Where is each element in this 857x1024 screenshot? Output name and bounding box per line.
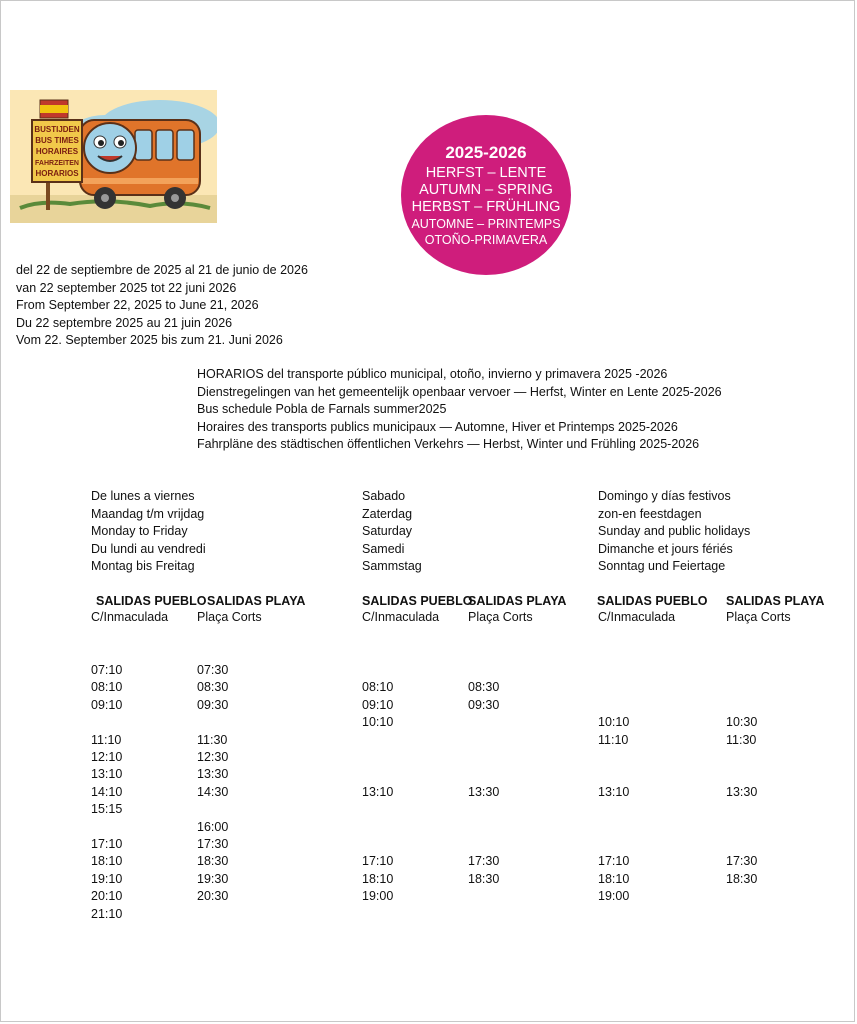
departure-time: 14:30: [197, 784, 229, 799]
departure-time: 09:30: [197, 697, 229, 712]
season-line: HERBST – FRÜHLING: [411, 199, 561, 215]
day-group-line: Maandag t/m vrijdag: [91, 506, 205, 521]
sign-line: HORAIRES: [35, 147, 79, 156]
departure-time: 07:10: [91, 663, 123, 677]
day-group-line: Du lundi au vendredi: [91, 541, 206, 556]
day-group-line: Sonntag und Feiertage: [598, 559, 726, 573]
departure-time: 19:10: [91, 871, 123, 886]
departure-time: 13:30: [468, 784, 500, 799]
departure-time: 17:30: [726, 854, 758, 869]
departure-time: 18:10: [91, 854, 123, 869]
departure-time: 10:10: [598, 715, 630, 730]
date-range-line: Du 22 septembre 2025 au 21 juin 2026: [16, 315, 233, 330]
season-line: OTOÑO-PRIMAVERA: [424, 233, 548, 247]
departure-time: 19:00: [598, 889, 630, 904]
departure-time: 07:30: [197, 663, 229, 677]
sign-line: BUS TIMES: [35, 136, 79, 145]
date-range-line: van 22 september 2025 tot 22 juni 2026: [16, 280, 237, 295]
day-group-line: Monday to Friday: [91, 524, 188, 538]
departure-time: 09:10: [362, 697, 394, 712]
departure-time: 08:10: [362, 680, 394, 695]
sunday-label: [598, 488, 750, 576]
departure-time: 19:30: [197, 871, 229, 886]
schedule-titles: [197, 366, 722, 454]
departure-time: 18:30: [468, 871, 500, 886]
day-group-line: Montag bis Freitag: [91, 559, 195, 573]
stop-name-pueblo: C/Inmaculada: [598, 610, 676, 624]
schedule-title-line: Bus schedule Pobla de Farnals summer2025: [197, 402, 447, 416]
departure-time: 13:10: [598, 784, 630, 799]
season-line: AUTUMN – SPRING: [419, 182, 553, 198]
departure-time: 09:30: [468, 697, 500, 712]
day-group-line: De lunes a viernes: [91, 489, 195, 503]
day-group-line: Sammstag: [362, 559, 422, 573]
bus-illustration: [10, 90, 217, 223]
day-group-line: Saturday: [362, 524, 413, 538]
column-header-playa: SALIDAS PLAYA: [207, 594, 306, 608]
schedule-title-line: Fahrpläne des städtischen öffentlichen Verkehrs — Herbst, Winter und Frühling 2025-2026: [197, 437, 700, 451]
departure-time: 13:10: [362, 784, 394, 799]
departure-time: 17:30: [468, 854, 500, 869]
departure-time: 13:10: [91, 767, 123, 782]
departure-time: 17:10: [362, 854, 394, 869]
column-header-pueblo: SALIDAS PUEBLO: [96, 594, 207, 608]
day-group-line: zon-en feestdagen: [598, 506, 702, 521]
season-year: 2025-2026: [445, 143, 527, 162]
stop-name-pueblo: C/Inmaculada: [362, 610, 440, 624]
stop-name-pueblo: C/Inmaculada: [91, 610, 169, 624]
day-group-line: Sunday and public holidays: [598, 524, 751, 538]
departure-time: 10:30: [726, 715, 758, 730]
departure-time: 12:30: [197, 750, 229, 764]
departure-time: 12:10: [91, 750, 123, 764]
sign-line: BUSTIJDEN: [34, 125, 80, 134]
departure-time: 08:30: [197, 680, 229, 695]
departure-time: 13:30: [726, 784, 758, 799]
departure-time: 18:30: [726, 871, 758, 886]
departure-time: 11:10: [91, 732, 122, 747]
departure-time: 17:10: [91, 837, 123, 851]
departure-time: 21:10: [91, 906, 123, 921]
date-ranges: [16, 262, 308, 350]
departure-time: 18:30: [197, 854, 229, 869]
schedule-title-line: Horaires des transports publics municipaux — Automne, Hiver et Printemps 2025-2026: [197, 419, 678, 434]
departure-time: 08:10: [91, 680, 123, 695]
day-group-line: Sabado: [362, 489, 406, 503]
column-header-playa: SALIDAS PLAYA: [726, 594, 825, 608]
departure-time: 09:10: [91, 697, 123, 712]
departure-time: 11:30: [197, 732, 228, 747]
stop-name-playa: Plaça Corts: [468, 610, 533, 624]
date-range-line: Vom 22. September 2025 bis zum 21. Juni 2026: [16, 333, 283, 347]
date-range-line: del 22 de septiembre de 2025 al 21 de junio de 2026: [16, 263, 308, 277]
season-line: AUTOMNE – PRINTEMPS: [411, 217, 561, 231]
departure-time: 14:10: [91, 784, 123, 799]
departure-time: 20:30: [197, 889, 229, 904]
bus-logo-image: [10, 90, 217, 223]
day-group-line: Zaterdag: [362, 506, 413, 521]
season-badge: [401, 115, 571, 275]
sign-line: HORARIOS: [35, 169, 79, 178]
day-group-line: Dimanche et jours fériés: [598, 541, 733, 556]
day-group-line: Domingo y días festivos: [598, 489, 731, 503]
departure-time: 19:00: [362, 889, 394, 904]
departure-time: 13:30: [197, 767, 229, 782]
stop-name-playa: Plaça Corts: [197, 610, 262, 624]
schedule-title-line: HORARIOS del transporte público municipal, otoño, invierno y primavera 2025 -2026: [197, 367, 668, 381]
departure-time: 11:10: [598, 732, 629, 747]
departure-time: 18:10: [598, 871, 630, 886]
schedule-title-line: Dienstregelingen van het gemeentelijk openbaar vervoer — Herfst, Winter en Lente 2025-2026: [197, 384, 722, 399]
column-header-playa: SALIDAS PLAYA: [468, 594, 567, 608]
season-line: HERFST – LENTE: [425, 165, 547, 181]
day-group-line: Samedi: [362, 541, 405, 556]
departure-time: 10:10: [362, 715, 394, 730]
weekdays-label: [91, 488, 206, 576]
column-header-pueblo: SALIDAS PUEBLO: [597, 594, 708, 608]
stop-name-playa: Plaça Corts: [726, 610, 791, 624]
departure-time: 17:30: [197, 837, 229, 851]
column-header-pueblo: SALIDAS PUEBLO: [362, 594, 473, 608]
date-range-line: From September 22, 2025 to June 21, 2026: [16, 298, 259, 312]
departure-time: 11:30: [726, 732, 757, 747]
departure-time: 15:15: [91, 802, 123, 817]
departure-time: 16:00: [197, 819, 229, 834]
sign-line: FAHRZEITEN: [35, 160, 79, 167]
saturday-label: [362, 488, 422, 576]
departure-time: 18:10: [362, 871, 394, 886]
departure-time: 17:10: [598, 854, 630, 869]
departure-time: 20:10: [91, 889, 123, 904]
departure-time: 08:30: [468, 680, 500, 695]
